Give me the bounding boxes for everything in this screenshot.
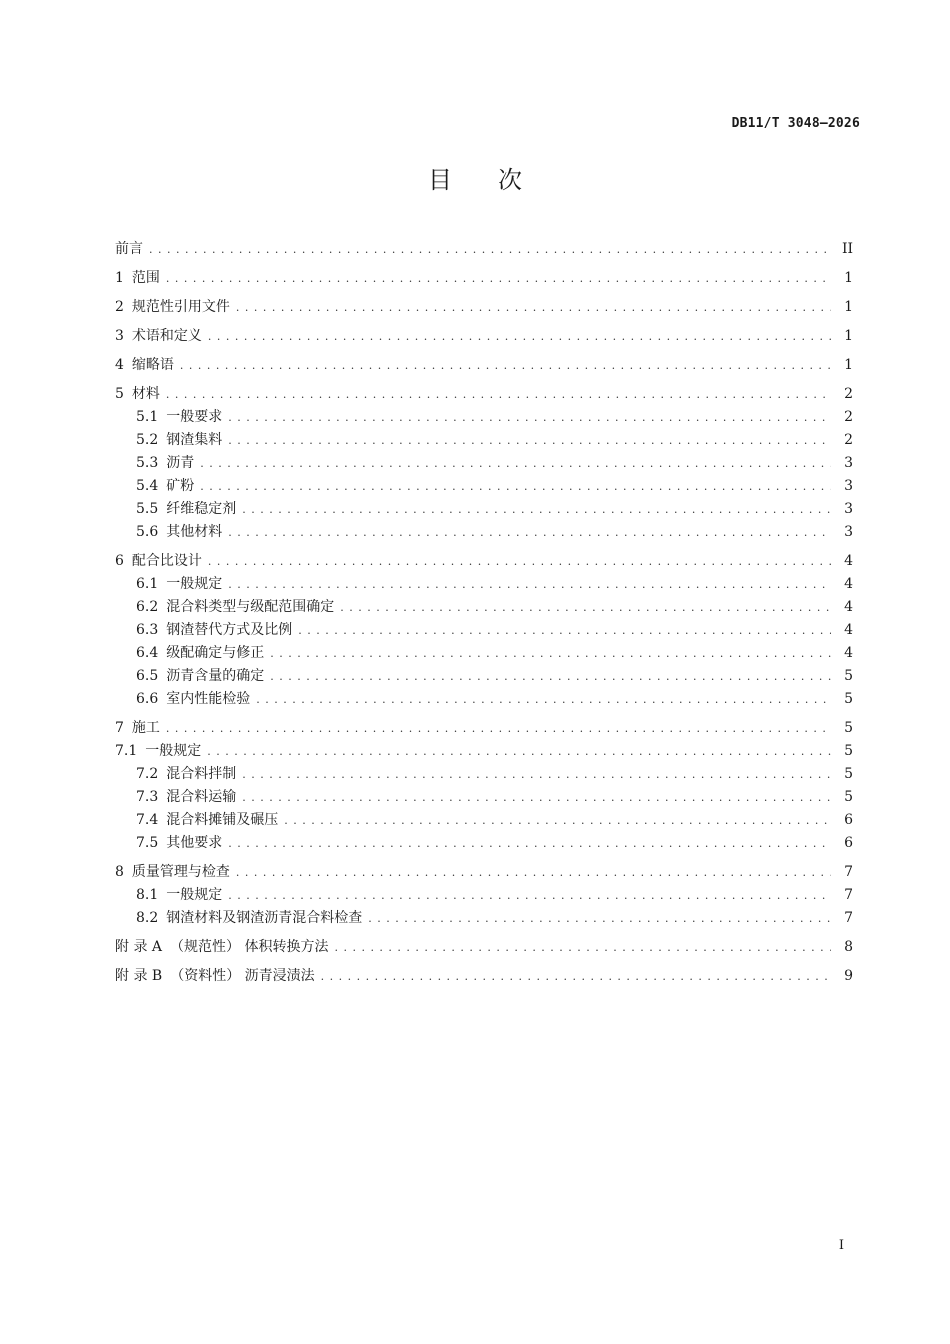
toc-entry[interactable]	[115, 325, 853, 348]
toc-leader-dots	[228, 406, 831, 429]
toc-leader-dots	[228, 884, 831, 907]
toc-entry[interactable]	[115, 809, 853, 832]
toc-entry[interactable]	[115, 619, 853, 642]
toc-entry-number: 8.1	[136, 887, 159, 903]
toc-leader-dots	[180, 354, 831, 377]
toc-entry-number: 3	[115, 328, 124, 344]
toc-entry-title: 级配确定与修正	[166, 645, 265, 661]
toc-entry-page: 5	[844, 789, 853, 805]
toc-leader-dots	[208, 325, 831, 348]
toc-entry[interactable]	[115, 740, 853, 763]
toc-entry[interactable]	[115, 238, 853, 261]
toc-leader-dots	[242, 763, 831, 786]
toc-entry-page: 5	[844, 668, 853, 684]
toc-entry-page: 1	[844, 299, 853, 315]
toc-entry[interactable]	[115, 573, 853, 596]
toc-entry-title: 混合料类型与级配范围确定	[166, 599, 335, 615]
document-code: DB11/T 3048—2026	[731, 116, 860, 131]
toc-entry[interactable]	[115, 296, 853, 319]
toc-entry[interactable]	[115, 383, 853, 406]
toc-entry-number: 6.6	[136, 691, 159, 707]
toc-entry-title: 室内性能检验	[166, 691, 251, 707]
toc-entry-title: 一般规定	[145, 743, 202, 759]
toc-entry-number: 5.3	[136, 455, 159, 471]
toc-leader-dots	[207, 740, 831, 763]
toc-entry-number: 6.2	[136, 599, 159, 615]
toc-entry-number: 6.1	[136, 576, 159, 592]
toc-entry-title: 钢渣替代方式及比例	[166, 622, 293, 638]
toc-entry-number: 5	[115, 386, 124, 402]
toc-entry-number: 5.4	[136, 478, 159, 494]
toc-entry-page: 6	[844, 835, 853, 851]
toc-entry[interactable]	[115, 550, 853, 573]
toc-entry-page: 2	[844, 409, 853, 425]
toc-entry-title: 其他要求	[166, 835, 223, 851]
toc-entry[interactable]	[115, 884, 853, 907]
toc-entry-number: 5.6	[136, 524, 159, 540]
toc-entry-number: 5.1	[136, 409, 159, 425]
table-of-contents	[115, 238, 853, 988]
toc-entry-number: 7.5	[136, 835, 159, 851]
toc-entry-title: 术语和定义	[131, 328, 202, 344]
toc-entry-number: 7.4	[136, 812, 159, 828]
toc-entry-title: 纤维稳定剂	[166, 501, 237, 517]
toc-entry[interactable]	[115, 688, 853, 711]
toc-entry-title: 沥青含量的确定	[166, 668, 265, 684]
toc-leader-dots	[321, 965, 831, 988]
toc-entry[interactable]	[115, 665, 853, 688]
toc-entry-page: 6	[844, 812, 853, 828]
toc-entry-number: 5.2	[136, 432, 159, 448]
toc-leader-dots	[228, 429, 831, 452]
toc-entry-page: 7	[844, 887, 853, 903]
toc-entry-title: 矿粉	[166, 478, 195, 494]
toc-entry-title: 前言	[115, 241, 143, 257]
toc-entry[interactable]	[115, 936, 853, 959]
toc-entry-number: 7	[115, 720, 124, 736]
toc-entry-page: 4	[844, 576, 853, 592]
toc-entry-page: 8	[844, 939, 853, 955]
toc-entry-title: 质量管理与检查	[131, 864, 230, 880]
toc-entry-title: 混合料运输	[166, 789, 237, 805]
toc-entry-number: 7.2	[136, 766, 159, 782]
toc-entry-title: 沥青	[166, 455, 195, 471]
toc-entry-title: 钢渣材料及钢渣沥青混合料检查	[166, 910, 363, 926]
toc-entry-number: 附 录 A	[115, 939, 163, 955]
toc-entry[interactable]	[115, 429, 853, 452]
toc-leader-dots	[228, 521, 831, 544]
toc-entry-page: 5	[844, 766, 853, 782]
toc-entry[interactable]	[115, 498, 853, 521]
toc-entry-page: 5	[844, 743, 853, 759]
toc-entry-number: 6	[115, 553, 124, 569]
toc-entry-title: 配合比设计	[131, 553, 202, 569]
toc-entry[interactable]	[115, 907, 853, 930]
toc-entry-title: 其他材料	[166, 524, 223, 540]
toc-entry-title: 材料	[131, 386, 160, 402]
toc-entry-page: 3	[844, 455, 853, 471]
page-number: I	[838, 1238, 844, 1253]
toc-leader-dots	[228, 832, 831, 855]
toc-leader-dots	[166, 383, 831, 406]
toc-leader-dots	[242, 786, 831, 809]
toc-entry-title: 钢渣集料	[166, 432, 223, 448]
toc-entry-number: 8	[115, 864, 124, 880]
toc-entry[interactable]	[115, 354, 853, 377]
toc-entry-title: 一般规定	[166, 887, 223, 903]
toc-entry-page: 7	[844, 864, 853, 880]
toc-leader-dots	[242, 498, 831, 521]
toc-entry[interactable]	[115, 965, 853, 988]
toc-entry-page: 1	[844, 328, 853, 344]
toc-title: 目次	[428, 166, 568, 194]
toc-entry-page: 4	[844, 599, 853, 615]
toc-entry-number: 1	[115, 270, 124, 286]
toc-leader-dots	[236, 296, 831, 319]
toc-entry-title: 一般规定	[166, 576, 223, 592]
toc-leader-dots	[270, 665, 831, 688]
toc-entry-title: 缩略语	[131, 357, 174, 373]
toc-entry-page: 7	[844, 910, 853, 926]
toc-entry-page: 2	[844, 386, 853, 402]
toc-entry[interactable]	[115, 475, 853, 498]
toc-entry-page: II	[841, 241, 853, 257]
toc-entry-page: 1	[844, 270, 853, 286]
toc-entry[interactable]	[115, 452, 853, 475]
toc-entry[interactable]	[115, 861, 853, 884]
toc-entry-title: 一般要求	[166, 409, 223, 425]
toc-entry-page: 9	[844, 968, 853, 984]
toc-leader-dots	[298, 619, 831, 642]
toc-entry-number: 5.5	[136, 501, 159, 517]
toc-leader-dots	[228, 573, 831, 596]
toc-entry-title: 混合料拌制	[166, 766, 237, 782]
toc-entry-page: 5	[844, 691, 853, 707]
toc-entry[interactable]	[115, 521, 853, 544]
toc-leader-dots	[368, 907, 831, 930]
toc-entry-page: 3	[844, 501, 853, 517]
toc-entry[interactable]	[115, 596, 853, 619]
toc-entry-number: 7.1	[115, 743, 138, 759]
toc-leader-dots	[208, 550, 831, 573]
toc-entry-page: 4	[844, 553, 853, 569]
toc-leader-dots	[270, 642, 831, 665]
toc-entry[interactable]	[115, 763, 853, 786]
toc-entry[interactable]	[115, 642, 853, 665]
toc-entry-number: 4	[115, 357, 124, 373]
toc-entry-page: 3	[844, 524, 853, 540]
toc-leader-dots	[334, 936, 831, 959]
toc-leader-dots	[236, 861, 831, 884]
toc-entry-page: 4	[844, 645, 853, 661]
toc-entry-title: （规范性） 体积转换方法	[170, 939, 329, 955]
toc-leader-dots	[149, 238, 831, 261]
toc-leader-dots	[256, 688, 831, 711]
toc-leader-dots	[200, 452, 831, 475]
toc-entry-number: 附 录 B	[115, 968, 163, 984]
toc-leader-dots	[340, 596, 831, 619]
toc-entry-page: 5	[844, 720, 853, 736]
toc-entry-page: 1	[844, 357, 853, 373]
toc-entry-number: 6.4	[136, 645, 159, 661]
toc-entry[interactable]	[115, 406, 853, 429]
toc-entry-title: （资料性） 沥青浸渍法	[170, 968, 315, 984]
toc-entry[interactable]	[115, 786, 853, 809]
toc-entry-number: 8.2	[136, 910, 159, 926]
toc-entry-number: 6.5	[136, 668, 159, 684]
toc-leader-dots	[284, 809, 831, 832]
toc-entry-page: 2	[844, 432, 853, 448]
toc-entry[interactable]	[115, 267, 853, 290]
toc-entry-title: 规范性引用文件	[131, 299, 230, 315]
toc-entry[interactable]	[115, 717, 853, 740]
toc-entry-page: 4	[844, 622, 853, 638]
toc-leader-dots	[200, 475, 831, 498]
toc-leader-dots	[166, 717, 831, 740]
toc-entry-number: 7.3	[136, 789, 159, 805]
toc-entry-number: 6.3	[136, 622, 159, 638]
toc-entry-number: 2	[115, 299, 124, 315]
toc-leader-dots	[166, 267, 831, 290]
toc-entry-page: 3	[844, 478, 853, 494]
toc-entry-title: 混合料摊铺及碾压	[166, 812, 279, 828]
toc-entry-title: 施工	[131, 720, 160, 736]
toc-entry[interactable]	[115, 832, 853, 855]
toc-entry-title: 范围	[131, 270, 160, 286]
